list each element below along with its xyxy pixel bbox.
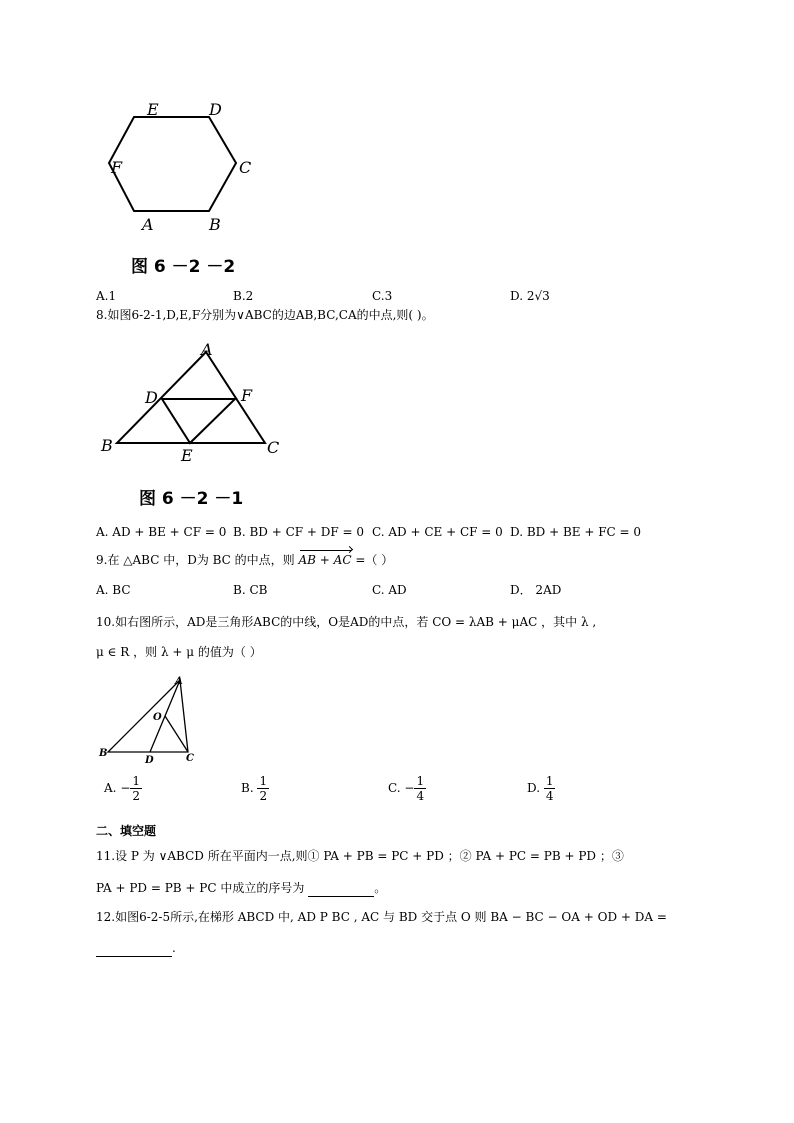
label-A: A xyxy=(142,215,154,234)
label-C: C xyxy=(186,753,194,764)
label-D: D xyxy=(145,755,154,765)
q11-line2: PA + PD = PB + PC 中成立的序号为 。 xyxy=(96,881,387,895)
label-D: D xyxy=(209,100,222,119)
triangle-def xyxy=(162,399,235,443)
q7-option-b: B.2 xyxy=(233,289,254,303)
hexagon-figure xyxy=(105,95,265,240)
label-B: B xyxy=(101,436,113,455)
q9-option-c: C. AD xyxy=(372,583,407,597)
q7-option-a: A.1 xyxy=(96,289,117,303)
answer-blank xyxy=(308,880,374,897)
answer-blank xyxy=(96,940,172,957)
fraction: $\frac{1}{4}$ xyxy=(545,774,554,803)
label-D: D xyxy=(145,388,158,407)
q9-option-a: A. BC xyxy=(96,583,131,597)
q12-line1: 12.如图6-2-5所示,在梯形 ABCD 中, AD P BC , AC 与 BD 交于点 O 则 BA − BC − OA + OD + DA = xyxy=(96,910,667,924)
fraction: $\frac{1}{2}$ xyxy=(259,774,268,803)
label-A: A xyxy=(201,340,213,359)
q9-stem xyxy=(96,552,393,568)
q8-option-d: D. BD + BE + FC = 0 xyxy=(510,525,642,539)
fraction: $\frac{1}{2}$ xyxy=(132,774,141,803)
section-heading: 二、填空题 xyxy=(96,824,157,838)
label-E: E xyxy=(147,100,159,119)
hexagon-shape xyxy=(109,117,236,211)
q10-line1: 10.如右图所示，AD是三角形ABC的中线，O是AD的中点，若 CO = λAB + μAC ，其中 λ , xyxy=(96,615,597,629)
q12-line2: . xyxy=(96,940,176,957)
label-B: B xyxy=(209,215,221,234)
figure-caption-6-2-2: 图 6 －2 －2 xyxy=(131,257,236,277)
q7-option-d: D. 2√3 xyxy=(510,289,550,303)
q10-option-c: C. − $\frac{1}{4}$ xyxy=(388,774,425,803)
q8-option-a: A. AD + BE + CF = 0 xyxy=(96,525,227,539)
label-B: B xyxy=(99,748,108,759)
q8-option-c: C. AD + CE + CF = 0 xyxy=(372,525,503,539)
q11-line1: 11.设 P 为 ∨ABCD 所在平面内一点,则① PA + PB = PC + PD ；② PA + PC = PB + PD ；③ xyxy=(96,849,624,863)
label-O: O xyxy=(153,712,162,723)
triangle-median-figure xyxy=(95,670,205,765)
q9-stem-c: =（ ） xyxy=(355,553,394,567)
q9-stem-a: 9.在 △ABC 中，D为 BC 的中点，则 xyxy=(96,553,295,567)
label-F: F xyxy=(111,158,123,177)
triangle-def-figure xyxy=(95,335,295,470)
label-C: C xyxy=(267,438,280,457)
q10-option-b: B. $\frac{1}{2}$ xyxy=(241,774,268,803)
q8-option-b: B. BD + CF + DF = 0 xyxy=(233,525,365,539)
label-C: C xyxy=(239,158,252,177)
q7-option-c: C.3 xyxy=(372,289,393,303)
label-E: E xyxy=(181,446,193,465)
q9-stem-vector: AB + AC xyxy=(298,553,352,567)
q10-option-a: A. − $\frac{1}{2}$ xyxy=(104,774,141,803)
q9-option-b: B. CB xyxy=(233,583,268,597)
q8-stem: 8.如图6-2-1,D,E,F分别为∨ABC的边AB,BC,CA的中点,则( )。 xyxy=(96,308,434,322)
figure-caption-6-2-1: 图 6 －2 －1 xyxy=(139,489,244,509)
label-F: F xyxy=(241,386,253,405)
label-A: A xyxy=(175,676,183,687)
q9-option-d: D． 2AD xyxy=(510,583,562,597)
q10-option-d: D. $\frac{1}{4}$ xyxy=(527,774,554,803)
q10-line2: μ ∈ R ，则 λ + μ 的值为（ ） xyxy=(96,645,262,659)
fraction: $\frac{1}{4}$ xyxy=(416,774,425,803)
